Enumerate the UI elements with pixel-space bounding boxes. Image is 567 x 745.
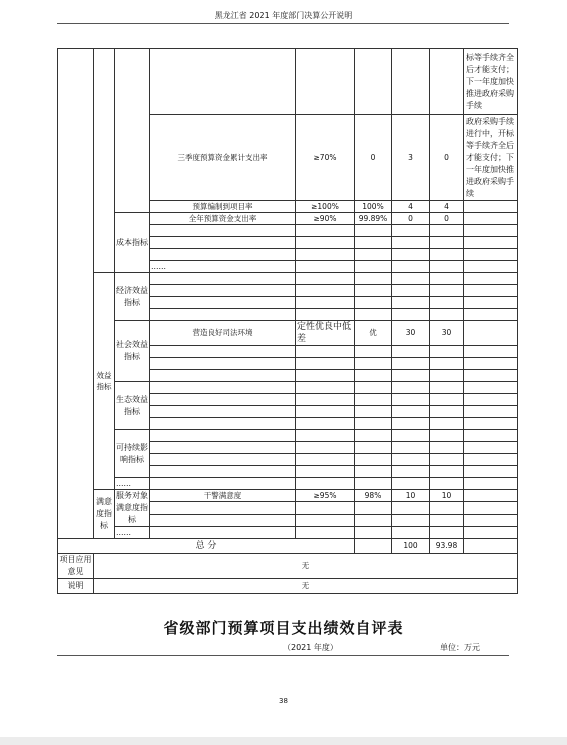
indicator-annual-expenditure: 全年预算资金支出率 [150,213,296,225]
opinion-row [58,554,518,579]
target-value: ≥100% [296,201,355,213]
remark-row [58,579,518,594]
actual-value: 99.89% [355,213,392,225]
score-value: 0 [430,213,464,225]
benefit-indicator-label: 效益指标 [94,273,115,490]
total-weight: 100 [392,539,430,554]
ecological-benefit-label: 生态效益指标 [115,382,150,430]
indicator-police-satisfaction: 干警满意度 [150,490,296,502]
deviation-note: 政府采购手续进行中，开标等手续齐全后才能支付；下一年度加快推进政府采购手续 [464,115,518,201]
opinion-value: 无 [94,554,518,579]
performance-table [57,48,518,594]
section-divider [57,655,509,656]
sustainable-impact-label: 可持续影响指标 [115,430,150,478]
page-header: 黑龙江省 2021 年度部门决算公开说明 [214,11,353,20]
table-row [58,49,518,115]
satisfaction-indicator-label: 满意度指标 [94,490,115,539]
target-value: ≥90% [296,213,355,225]
section-unit: 单位：万元 [440,643,480,652]
total-score: 93.98 [430,539,464,554]
target-value: ≥95% [296,490,355,502]
score-value: 10 [430,490,464,502]
opinion-label: 项目应用意见 [58,554,94,579]
indicator-judicial-environment: 营造良好司法环境 [150,321,296,346]
weight-value: 0 [392,213,430,225]
actual-value: 100% [355,201,392,213]
section-year: （2021 年度） [283,643,338,652]
page-number: 38 [279,697,288,705]
ellipsis: …… [115,527,150,539]
economic-benefit-label: 经济效益指标 [115,273,150,321]
total-label: 总 分 [58,539,355,554]
table-row [58,321,518,346]
actual-value: 0 [355,115,392,201]
indicator-budget-to-project: 预算编制到项目率 [150,201,296,213]
indicator-quarter-expenditure: 三季度预算资金累计支出率 [150,115,296,201]
cost-indicator-label: 成本指标 [115,213,150,273]
deviation-note: 标等手续齐全后才能支付；下一年度加快推进政府采购手续 [464,49,518,115]
remark-value: 无 [94,579,518,594]
third-level-indicator-cell [115,49,150,213]
table-row [58,213,518,225]
service-satisfaction-label: 服务对象满意度指标 [115,490,150,527]
actual-value: 98% [355,490,392,502]
weight-value: 4 [392,201,430,213]
table-row [58,382,518,394]
actual-value: 优 [355,321,392,346]
table-row [58,430,518,442]
remark-label: 说明 [58,579,94,594]
second-level-indicator-cell [94,49,115,273]
total-row [58,539,518,554]
ellipsis: …… [115,478,150,490]
first-level-indicator-cell [58,49,94,539]
ellipsis: …… [150,261,296,273]
table-row [58,478,518,490]
table-row [58,490,518,502]
target-value: ≥70% [296,115,355,201]
score-value: 30 [430,321,464,346]
score-value: 0 [430,115,464,201]
score-value: 4 [430,201,464,213]
target-value: 定性优良中低差 [296,321,355,346]
weight-value: 30 [392,321,430,346]
weight-value: 10 [392,490,430,502]
weight-value: 3 [392,115,430,201]
table-row [58,527,518,539]
footer-band [0,737,567,745]
header-divider [57,23,509,24]
social-benefit-label: 社会效益指标 [115,321,150,382]
table-row [58,273,518,285]
section-title: 省级部门预算项目支出绩效自评表 [163,619,404,637]
